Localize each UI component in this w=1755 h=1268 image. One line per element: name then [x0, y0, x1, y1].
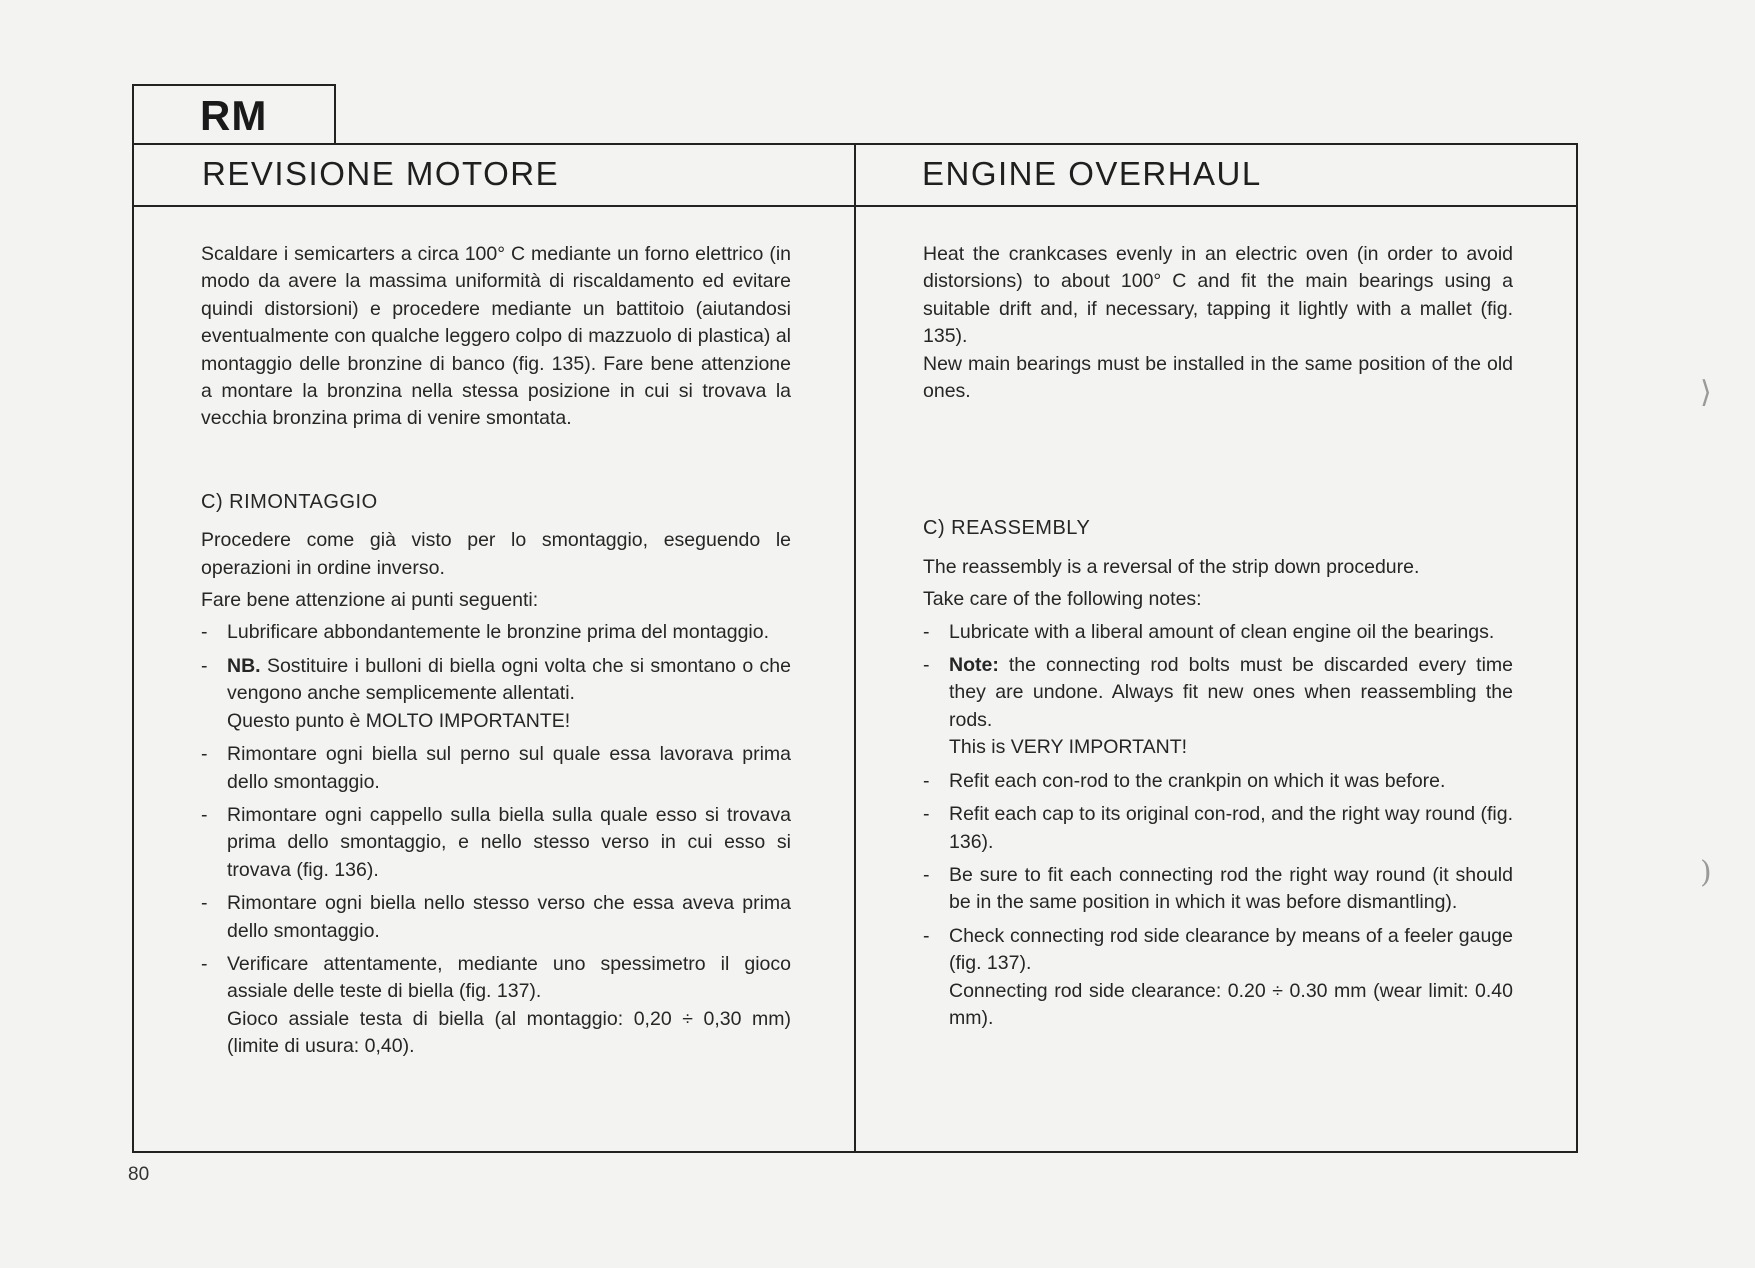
- english-intro-2: New main bearings must be installed in the same position of the old ones.: [923, 352, 1513, 403]
- list-item: - Check connecting rod side clearance by means of a feeler gauge (fig. 137). Connecting rod side clearance: 0.20 ÷ 0.30 mm (wear limit: 0.40 mm).: [923, 923, 1513, 1033]
- italian-para-2: Fare bene attenzione ai punti seguenti:: [201, 589, 539, 612]
- list-item: - Lubricate with a liberal amount of clean engine oil the bearings.: [923, 619, 1513, 646]
- page-number: 80: [128, 1164, 150, 1185]
- english-para-2: Take care of the following notes:: [923, 588, 1202, 611]
- english-intro: Heat the crankcases evenly in an electric oven (in order to avoid distorsions) to about 100° C and fit the main bearings using a suitable drift and, if necessary, tapping it lightly with a mallet (fig. 135).: [923, 243, 1513, 348]
- list-item: - Rimontare ogni biella sul perno sul quale essa lavorava prima dello smontaggio.: [201, 741, 791, 796]
- italian-intro: Scaldare i semicarters a circa 100° C mediante un forno elettrico (in modo da avere la massima uniformità di riscaldamento ed evitare quindi distorsioni) e procedere mediante un battitoio (aiutandosi eventualmente con qualche leggero colpo di mazzuolo di plastica) al montaggio delle bronzine di banco (fig. 135). Fare bene attenzione a montare la bronzina nella stessa posizione in cui si trovava la vecchia bronzina prima di venire smontata.: [201, 243, 791, 430]
- english-notes-list: [923, 619, 1513, 1033]
- english-section-heading: C) REASSEMBLY: [923, 517, 1091, 540]
- list-item: - NB. Sostituire i bulloni di biella ogni volta che si smontano o che vengono anche semplicemente allentati. Questo punto è MOLTO IMPORTANTE!: [201, 653, 791, 735]
- binding-mark: ⟩: [1700, 375, 1712, 410]
- english-column: [923, 241, 1513, 1038]
- list-item: - Lubrificare abbondantemente le bronzine prima del montaggio.: [201, 619, 791, 646]
- italian-para-1: Procedere come già visto per lo smontaggio, eseguendo le operazioni in ordine inverso.: [201, 529, 791, 579]
- list-item: - Note: the connecting rod bolts must be discarded every time they are undone. Always fit new ones when reassembling the rods. This is VERY IMPORTANT!: [923, 652, 1513, 762]
- column-divider: [854, 143, 856, 1153]
- english-para-1: The reassembly is a reversal of the strip down procedure.: [923, 555, 1420, 578]
- italian-section-heading: C) RIMONTAGGIO: [201, 490, 378, 513]
- content-frame: [132, 143, 1578, 1153]
- list-item: - Rimontare ogni cappello sulla biella sulla quale esso si trovava prima dello smontaggio, e nello stesso verso in cui esso si trovava (fig. 136).: [201, 802, 791, 884]
- header-divider: [134, 205, 1576, 207]
- list-item: - Refit each con-rod to the crankpin on which it was before.: [923, 768, 1513, 795]
- list-item: - Refit each cap to its original con-rod, and the right way round (fig. 136).: [923, 801, 1513, 856]
- section-tag: RM: [200, 92, 268, 139]
- italian-column: [201, 241, 791, 1067]
- italian-notes-list: [201, 619, 791, 1060]
- italian-title: REVISIONE MOTORE: [202, 155, 560, 192]
- english-title: ENGINE OVERHAUL: [922, 155, 1262, 192]
- list-item: - Rimontare ogni biella nello stesso verso che essa aveva prima dello smontaggio.: [201, 890, 791, 945]
- binding-mark: ): [1700, 855, 1712, 890]
- section-tab: [132, 84, 336, 143]
- list-item: - Verificare attentamente, mediante uno spessimetro il gioco assiale delle teste di biella (fig. 137). Gioco assiale testa di biella (al montaggio: 0,20 ÷ 0,30 mm) (limite di usura: 0,40).: [201, 951, 791, 1061]
- list-item: - Be sure to fit each connecting rod the right way round (it should be in the same position in which it was before dismantling).: [923, 862, 1513, 917]
